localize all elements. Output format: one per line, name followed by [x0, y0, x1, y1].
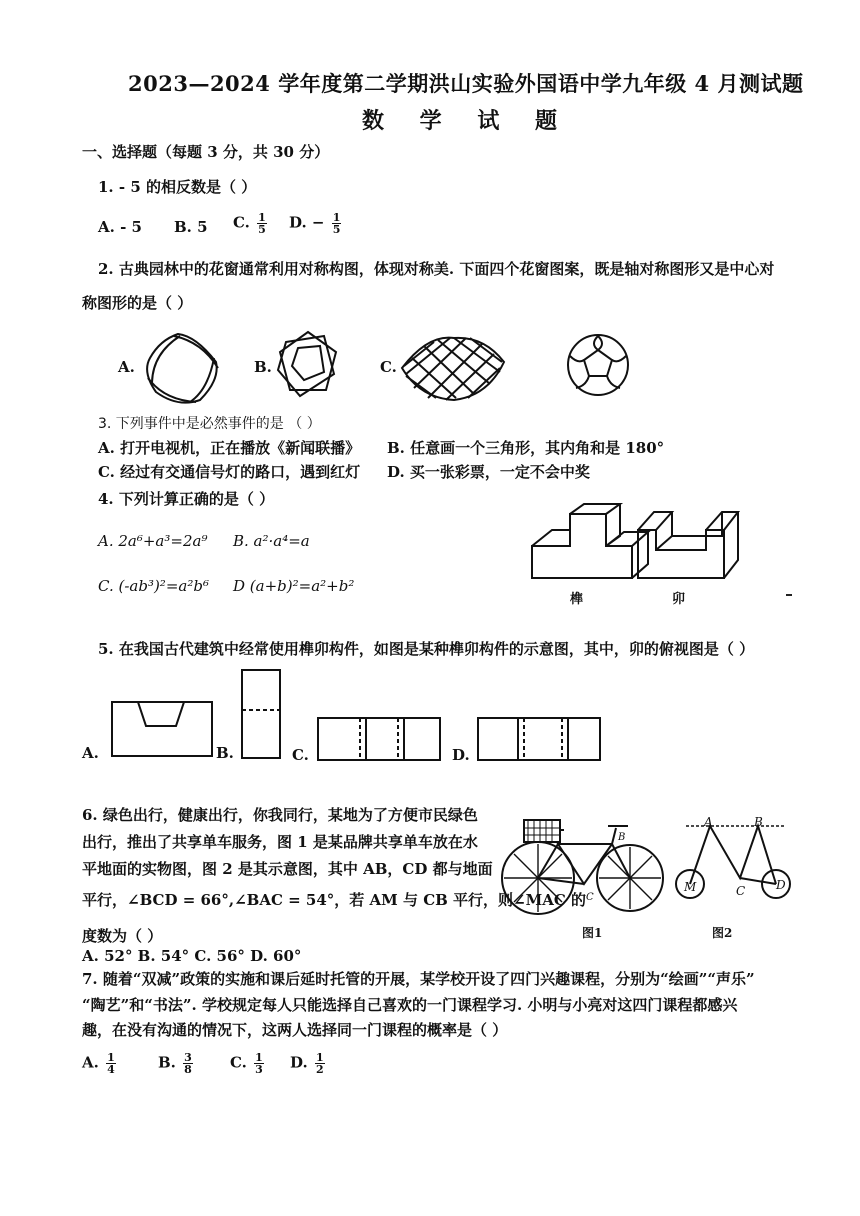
q5-option-c: C.: [292, 746, 309, 764]
q1-stem: 1. - 5 的相反数是（ ）: [98, 178, 257, 196]
q7-option-a-fraction: [106, 1052, 116, 1075]
q2-window-d-figure: [562, 330, 636, 400]
q6-line3: 平地面的实物图，图 2 是其示意图，其中 AB，CD 都与地面: [82, 860, 493, 878]
q7-option-c-fraction: [254, 1052, 264, 1075]
svg-text:B: B: [618, 832, 626, 843]
exam-subtitle: 数 学 试 题: [362, 108, 571, 134]
q1-option-d-label: D. −: [289, 213, 325, 232]
numerator: 1: [332, 211, 341, 224]
q7-line1: 7. 随着“双减”政策的实施和课后延时托管的开展，某学校开设了四门兴趣课程，分别为“绘画”“声乐”: [82, 970, 755, 988]
q7-option-d-label: D.: [290, 1053, 308, 1072]
numerator: 1: [315, 1051, 324, 1064]
q1-option-d-fraction: [332, 212, 342, 235]
denominator: 5: [258, 223, 266, 236]
q6-bicycle-photo-figure: [500, 800, 670, 918]
q7-option-c: [230, 1052, 266, 1075]
q6-line5: 度数为（ ）: [82, 927, 163, 945]
denominator: 3: [255, 1063, 263, 1076]
q2-stem-line1: 2. 古典园林中的花窗通常利用对称构图，体现对称美. 下面四个花窗图案，既是轴对称图形又是中心对: [98, 260, 775, 278]
q2-window-a-figure: [138, 330, 228, 410]
svg-text:C: C: [586, 892, 594, 903]
numerator: 1: [255, 1051, 263, 1064]
q1-option-c-fraction: [257, 212, 267, 235]
q7-option-d: [290, 1052, 327, 1075]
q7-line2: “陶艺”和“书法”. 学校规定每人只能选择自己喜欢的一门课程学习. 小明与小亮对这四门课程都感兴: [82, 996, 738, 1014]
q2-option-c: C.: [380, 358, 397, 376]
margin-mark: [786, 594, 792, 596]
q2-window-b-figure: [276, 328, 340, 400]
q5-option-d: D.: [452, 746, 470, 764]
q5-option-c-figure: [316, 716, 442, 762]
q4-option-c: C. (-ab³)²=a²b⁶: [98, 577, 209, 595]
q1-option-c: [233, 212, 269, 235]
q6-line2: 出行，推出了共享单车服务，图 1 是某品牌共享单车放在水: [82, 833, 478, 851]
q6-point-a: A: [704, 815, 713, 829]
q4-label-tenon: 榫: [570, 592, 584, 607]
q4-label-mortise: 卯: [672, 592, 686, 607]
numerator: 1: [258, 211, 266, 224]
q5-option-a-figure: [110, 700, 214, 758]
q2-window-c-figure: [398, 332, 508, 404]
q4-stem: 4. 下列计算正确的是（ ）: [98, 490, 275, 508]
q4-option-a: A. 2a⁶+a³=2a⁹: [98, 532, 208, 550]
q7-line3: 趣，在没有沟通的情况下，这两人选择同一门课程的概率是（ ）: [82, 1021, 508, 1039]
denominator: 5: [332, 223, 341, 236]
q2-option-a: A.: [118, 358, 135, 376]
q2-option-b: B.: [254, 358, 272, 376]
q1-option-a: A. - 5: [98, 218, 142, 236]
q6-point-b: B: [754, 815, 763, 829]
q4-option-d: D (a+b)²=a²+b²: [233, 577, 355, 595]
q5-option-a: A.: [82, 744, 99, 762]
q5-option-d-figure: [476, 716, 602, 762]
q7-option-b: [158, 1052, 195, 1075]
q7-option-b-fraction: [183, 1052, 193, 1075]
denominator: 2: [315, 1063, 324, 1076]
q5-stem: 5. 在我国古代建筑中经常使用榫卯构件，如图是某种榫卯构件的示意图，其中，卯的俯视图是（ ）: [98, 640, 755, 658]
q7-option-b-label: B.: [158, 1053, 176, 1072]
q2-stem-line2: 称图形的是（ ）: [82, 294, 193, 312]
q7-option-d-fraction: [315, 1052, 325, 1075]
q3-option-c: C. 经过有交通信号灯的路口，遇到红灯: [98, 463, 361, 481]
q3-option-a: A. 打开电视机，正在播放《新闻联播》: [98, 439, 361, 457]
q7-option-a: [82, 1052, 118, 1075]
q4-option-b: B. a²·a⁴=a: [233, 532, 310, 550]
q6-fig2-label: 图2: [712, 926, 733, 940]
q7-option-a-label: A.: [82, 1053, 99, 1072]
numerator: 3: [184, 1051, 192, 1064]
exam-title: 2023—2024 学年度第二学期洪山实验外国语中学九年级 4 月测试题: [128, 71, 804, 96]
q5-option-b: B.: [216, 744, 234, 762]
denominator: 8: [184, 1063, 192, 1076]
section-heading: 一、选择题（每题 3 分，共 30 分）: [82, 143, 330, 161]
q6-point-d: D: [776, 878, 786, 892]
q3-option-d: D. 买一张彩票，一定不会中奖: [387, 463, 590, 481]
q4-tenon-mortise-figure: [528, 500, 740, 586]
q1-option-b: B. 5: [174, 218, 208, 236]
q3-option-b: B. 任意画一个三角形，其内角和是 180°: [387, 439, 665, 457]
numerator: 1: [107, 1051, 115, 1064]
q6-options: A. 52° B. 54° C. 56° D. 60°: [82, 947, 302, 965]
q6-fig1-label: 图1: [582, 926, 603, 940]
q7-option-c-label: C.: [230, 1053, 247, 1072]
denominator: 4: [107, 1063, 115, 1076]
q3-stem: 3. 下列事件中是必然事件的是 （ ）: [98, 416, 321, 432]
q6-point-m: M: [684, 880, 697, 894]
q6-line1: 6. 绿色出行，健康出行，你我同行，某地为了方便市民绿色: [82, 806, 478, 824]
q1-option-d: [289, 212, 343, 235]
q6-point-c: C: [736, 884, 746, 898]
q1-option-c-label: C.: [233, 213, 250, 232]
q6-line4: 平行，∠BCD = 66°,∠BAC = 54°，若 AM 与 CB 平行，则∠MAC 的: [82, 891, 587, 909]
q5-option-b-figure: [240, 668, 282, 760]
